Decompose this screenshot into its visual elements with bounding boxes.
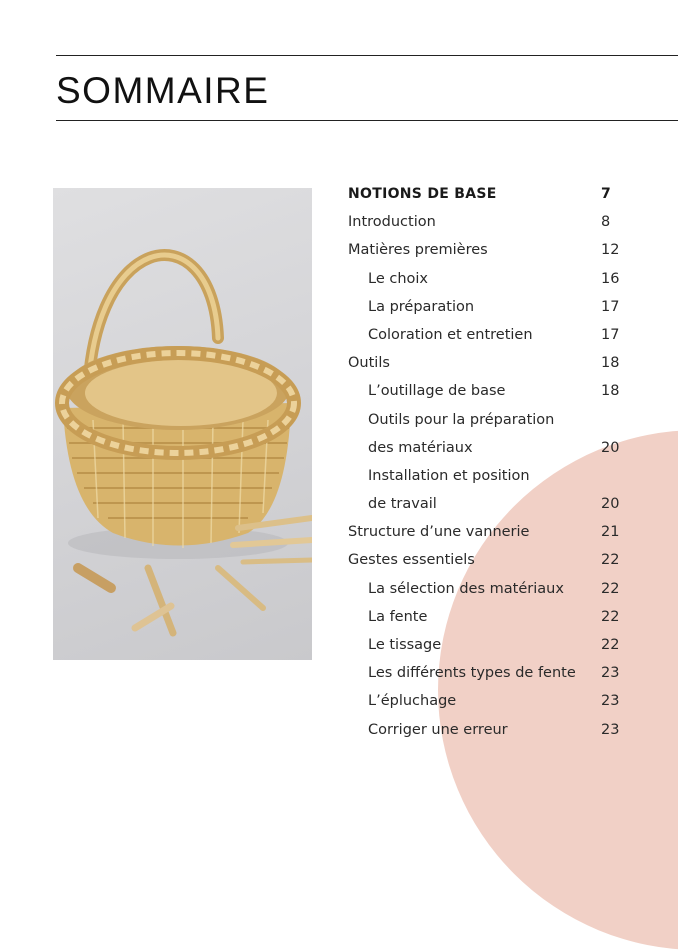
toc-entry-label: L’outillage de base (368, 383, 506, 400)
toc-entry-label: des matériaux (368, 439, 473, 456)
toc-entry-page-number: 12 (601, 242, 620, 259)
toc-entry-page-number: 21 (601, 524, 620, 541)
toc-entry-label: La sélection des matériaux (368, 580, 564, 597)
toc-entry-page-number: 7 (601, 186, 612, 202)
toc-entry-page-number: 18 (601, 355, 620, 372)
toc-entry-page-number: 22 (601, 637, 620, 653)
toc-entry (348, 546, 628, 574)
toc-entry-page-number: 23 (601, 721, 620, 738)
toc-entry (348, 377, 628, 405)
table-of-contents (348, 180, 628, 744)
toc-entry (348, 293, 628, 321)
toc-entry (348, 603, 628, 631)
toc-entry-label: Gestes essentiels (348, 552, 475, 569)
toc-entry-label: Le choix (368, 270, 428, 287)
toc-entry-label: Les différents types de fente (368, 665, 576, 682)
toc-entry (348, 518, 628, 546)
wicker-basket-photo (53, 188, 312, 660)
toc-entry (348, 490, 628, 518)
toc-entry-label: de travail (368, 496, 437, 513)
toc-entry-page-number: 22 (601, 608, 620, 625)
toc-entry-label: Matières premières (348, 242, 488, 259)
toc-entry (348, 321, 628, 349)
top-rule (56, 55, 678, 56)
toc-entry-label: Outils (348, 355, 390, 372)
toc-entry-label: NOTIONS DE BASE (348, 186, 497, 202)
toc-entry-label: Installation et position (368, 467, 530, 484)
toc-entry-page-number: 17 (601, 298, 620, 315)
toc-entry (348, 659, 628, 687)
title-underline (56, 120, 678, 121)
toc-entry-page-number: 23 (601, 665, 620, 682)
toc-entry (348, 631, 628, 659)
toc-entry (348, 208, 628, 236)
toc-entry-label: L’épluchage (368, 693, 457, 710)
toc-entry-page-number: 23 (601, 693, 620, 710)
toc-entry-label: Le tissage (368, 637, 442, 653)
toc-entry-page-number: 22 (601, 580, 620, 597)
toc-entry-page-number: 18 (601, 383, 620, 400)
toc-section-heading (348, 180, 628, 208)
toc-entry (348, 575, 628, 603)
toc-entry-page-number: 16 (601, 270, 620, 287)
toc-entry (348, 349, 628, 377)
toc-entry (348, 687, 628, 715)
toc-entry-label: Structure d’une vannerie (348, 524, 530, 541)
toc-entry-page-number: 20 (601, 496, 620, 513)
toc-entry (348, 434, 628, 462)
toc-entry-label: La fente (368, 608, 428, 625)
toc-entry-page-number: 20 (601, 439, 620, 456)
toc-entry-page-number: 17 (601, 326, 620, 343)
toc-entry-label: Outils pour la préparation (368, 411, 555, 428)
toc-entry-label: La préparation (368, 298, 475, 315)
toc-entry (348, 406, 628, 434)
page-title: SOMMAIRE (56, 70, 270, 111)
toc-entry-label: Coloration et entretien (368, 326, 533, 343)
toc-entry (348, 236, 628, 264)
toc-entry-page-number: 22 (601, 552, 620, 569)
toc-entry-label: Corriger une erreur (368, 721, 508, 738)
toc-entry-label: Introduction (348, 214, 436, 231)
toc-entry-page-number: 8 (601, 214, 611, 231)
toc-entry (348, 716, 628, 744)
toc-entry (348, 462, 628, 490)
toc-entry (348, 265, 628, 293)
